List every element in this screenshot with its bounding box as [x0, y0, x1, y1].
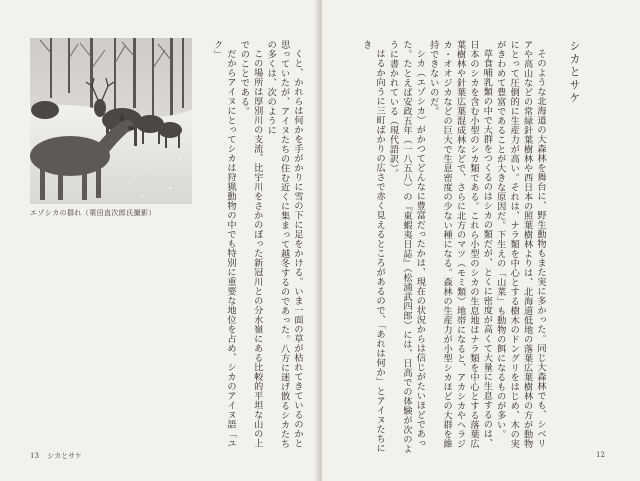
right-paragraph: 草食哺乳類の中で大群をつくるのはシカの類だが、とくに密度が高くて大量に生息するのは、日本のシカを含む小型のシカ類である。これら小型のシカの生息地はナラ類を中心とする落葉広葉樹林や針葉広葉混成林などで、さらに北方のマツ（モミ類）地帯になると、アカシカやヘラジカ・オオジカなどの巨大で生息密度の少ない種になる。森林の生産力が小型シカほどの大群を維持できないのだ。 — [427, 40, 493, 449]
right-paragraph: そのような北海道の大森林を舞台に、野生動物もまた実に多かった。同じ大森林でも、シベリアや高山などの常緑針葉樹林や西日本の照葉樹林よりは、北海道低地の落葉広葉樹林の方が動物にとって圧倒的に生産力が高い。それは、ナラ類を中心とする樹木のドングリをはじめ、木の実がきわめて豊富であることが大きな原因だ。下生えの「山菜」も動物の餌になるものが多い。 — [494, 40, 546, 449]
left-paragraph: この場所は厚別川の支流、比宇川をさかのぼった新冠川との分水嶺にある比較的平坦な山の上でのことである。 — [238, 40, 263, 449]
right-page-number: 12 — [596, 451, 605, 459]
left-page-footer — [30, 451, 88, 461]
running-head: シカとサケ — [47, 452, 82, 460]
deer-herd-photo — [30, 38, 192, 204]
right-paragraph: はるか向うに三町ばかりの広さで赤く見えるところがあるので、「あれは何か」とアイヌたちにき — [360, 40, 386, 454]
left-page — [0, 0, 318, 481]
chapter-title: シカとサケ — [568, 40, 581, 105]
left-paragraph: くと、かれらは何かを手がかりに雪の下に足をかける。いま一面の草が枯れてきているのかと思っていたが、アイヌたちの住む近くに集まって越冬するのであった。八方に迷げ散るシカたちの多くは、次のように — [265, 40, 303, 449]
right-paragraph: シカ（エゾシカ）がかつてどんなに豊富だったかは、現在の状況からは信じがたいほどであった。たとえば安政五年（一八五八）の『東蝦夷日誌』（松浦武四郎）には、日高での体験が次のように書かれている（現代語訳）。 — [387, 40, 426, 454]
left-page-body — [196, 40, 304, 454]
right-page-body — [340, 40, 547, 454]
left-page-number: 13 — [30, 452, 39, 460]
left-paragraph: だからアイヌにとってシカは狩猟動物の中でも特別に重要な地位を占め、シカのアイヌ語「ユク」 — [211, 40, 236, 449]
photo-caption: エゾシカの群れ（栗田直次郎氏撮影） — [30, 209, 156, 217]
